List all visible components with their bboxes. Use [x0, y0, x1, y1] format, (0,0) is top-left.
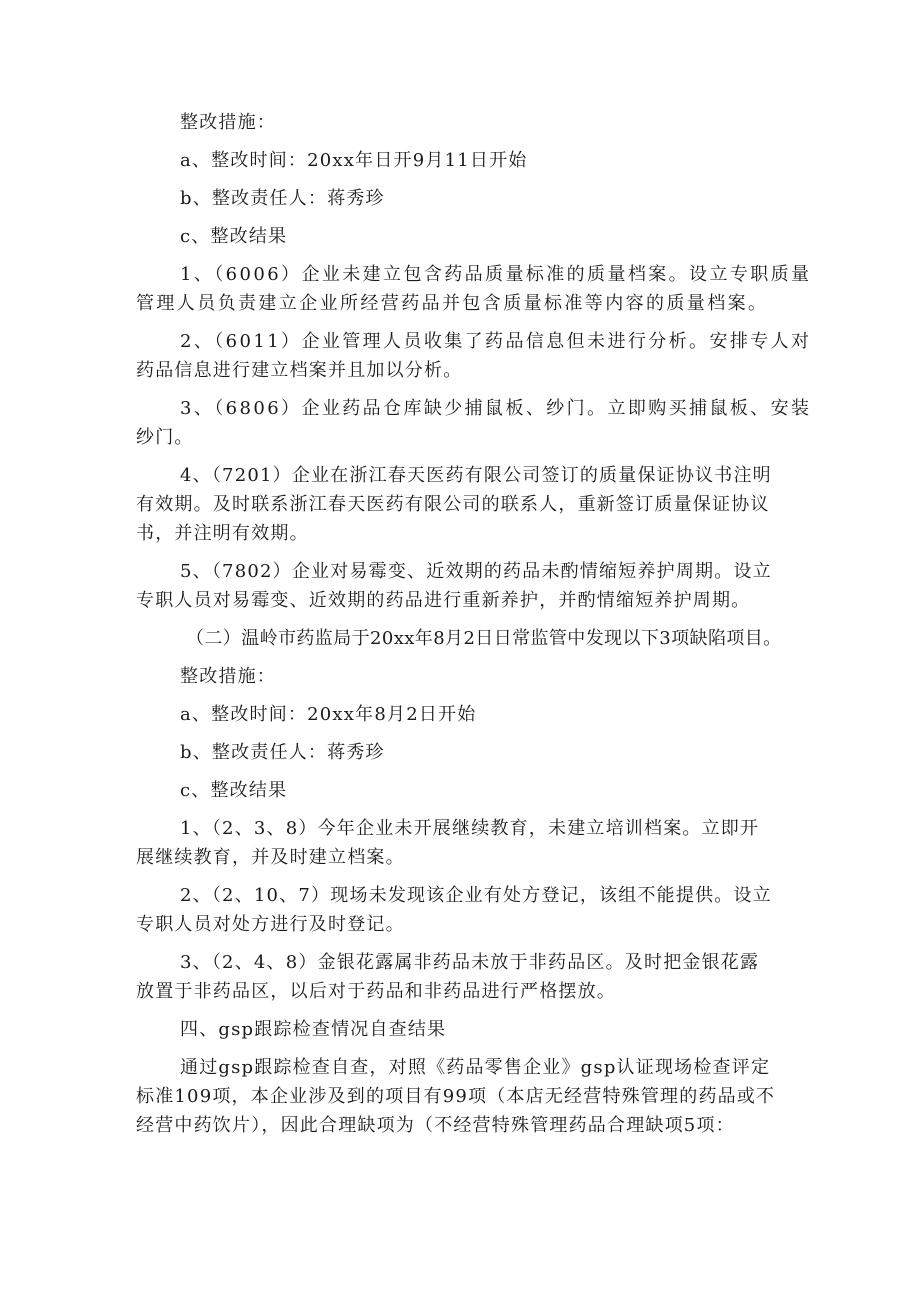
item-7802-line-2: 专职人员对易霉变、近效期的药品进行重新养护，并酌情缩短养护周期。: [136, 590, 751, 611]
item-2-3-8-line-1: 1、（2、3、8）今年企业未开展继续教育，未建立培训档案。立即开: [180, 818, 760, 839]
section-heading-rectification-measures-2: 整改措施：: [180, 666, 276, 687]
item-6806-line-1: 3、（6806）企业药品仓库缺少捕鼠板、纱门。立即购买捕鼠板、安装: [180, 398, 812, 419]
item-6011-line-1: 2、（6011）企业管理人员收集了药品信息但未进行分析。安排专人对: [180, 331, 812, 352]
item-7201-line-2: 有效期。及时联系浙江春天医药有限公司的联系人，重新签订质量保证协议: [136, 494, 770, 515]
item-6006-line-1: 1、（6006）企业未建立包含药品质量标准的质量档案。设立专职质量: [180, 264, 812, 285]
section-gsp-self-check-heading: 四、gsp跟踪检查情况自查结果: [180, 1019, 447, 1040]
item-2-4-8-line-1: 3、（2、4、8）金银花露属非药品未放于非药品区。及时把金银花露: [180, 952, 760, 973]
responsible-person-2: b、整改责任人：蒋秀珍: [180, 742, 385, 763]
item-7201-line-3: 书，并注明有效期。: [136, 523, 309, 544]
rectification-result-heading-2: c、整改结果: [180, 780, 288, 801]
section-wenling-inspection: （二）温岭市药监局于20xx年8月2日日常监管中发现以下3项缺陷项目。: [186, 628, 782, 649]
item-7201-line-1: 4、（7201）企业在浙江春天医药有限公司签订的质量保证协议书注明: [180, 465, 772, 486]
rectification-result-heading: c、整改结果: [180, 226, 288, 247]
responsible-person: b、整改责任人：蒋秀珍: [180, 188, 385, 209]
item-6011-line-2: 药品信息进行建立档案并且加以分析。: [136, 360, 463, 381]
gsp-paragraph-line-3: 经营中药饮片），因此合理缺项为（不经营特殊管理药品合理缺项5项：: [136, 1115, 735, 1136]
rectification-time: a、整改时间：20xx年日开9月11日开始: [180, 150, 528, 171]
item-2-3-8-line-2: 展继续教育，并及时建立档案。: [136, 847, 405, 868]
item-6006-line-2: 管理人员负责建立企业所经营药品并包含质量标准等内容的质量档案。: [136, 293, 769, 314]
item-7802-line-1: 5、（7802）企业对易霉变、近效期的药品未酌情缩短养护周期。设立: [180, 561, 772, 582]
item-2-4-8-line-2: 放置于非药品区，以后对于药品和非药品进行严格摆放。: [136, 981, 616, 1002]
item-2-10-7-line-1: 2、（2、10、7）现场未发现该企业有处方登记，该组不能提供。设立: [180, 885, 772, 906]
section-heading-rectification-measures: 整改措施：: [180, 112, 276, 133]
gsp-paragraph-line-1: 通过gsp跟踪检查自查，对照《药品零售企业》gsp认证现场检查评定: [180, 1057, 771, 1078]
item-6806-line-2: 纱门。: [136, 427, 194, 448]
gsp-paragraph-line-2: 标准109项，本企业涉及到的项目有99项（本店无经营特殊管理的药品或不: [136, 1086, 776, 1107]
rectification-time-2: a、整改时间：20xx年8月2日开始: [180, 704, 477, 725]
item-2-10-7-line-2: 专职人员对处方进行及时登记。: [136, 914, 405, 935]
